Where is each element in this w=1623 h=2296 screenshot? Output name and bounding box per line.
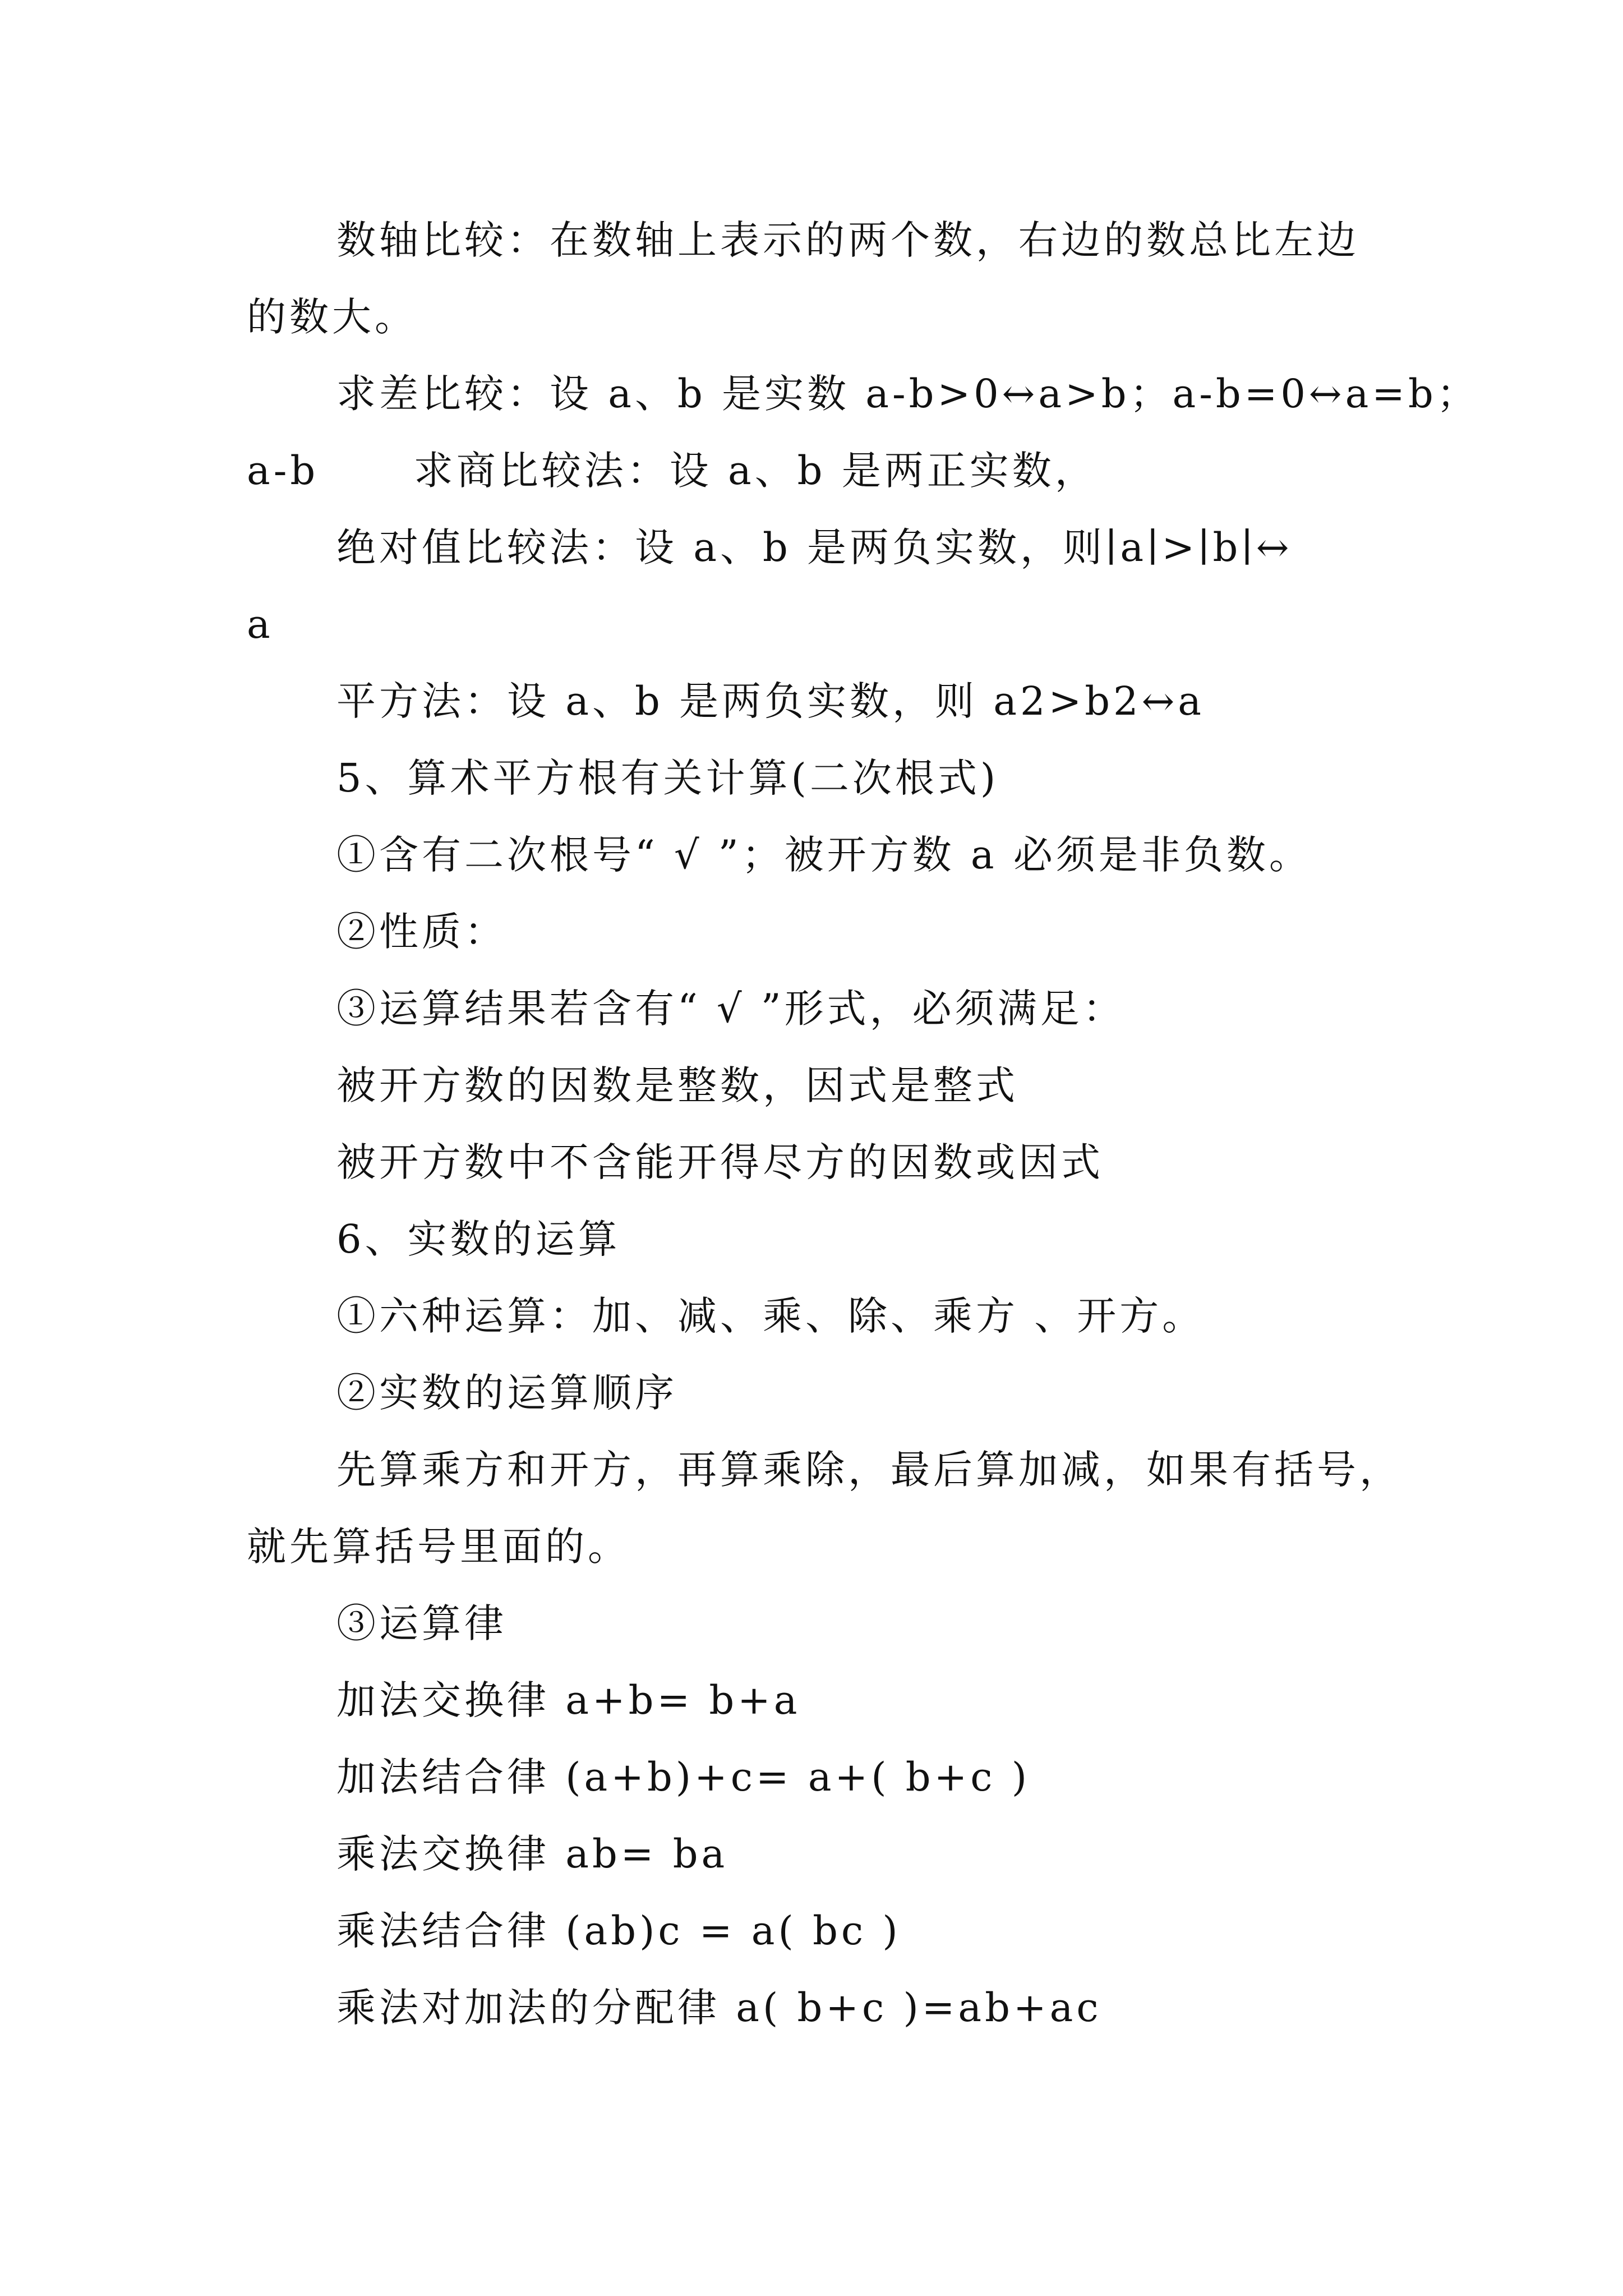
text-line: 加法结合律 (a+b)+c= a+( b+c ) bbox=[336, 1754, 1030, 1800]
text-line: 被开方数中不含能开得尽方的因数或因式 bbox=[336, 1139, 1104, 1185]
text-line: 乘法对加法的分配律 a( b+c )=ab+ac bbox=[336, 1985, 1102, 2031]
text-line: 乘法交换律 ab= ba bbox=[336, 1831, 728, 1877]
text-line: ③运算律 bbox=[336, 1600, 507, 1646]
section-heading: 6、实数的运算 bbox=[336, 1216, 621, 1262]
text-line: 乘法结合律 (ab)c = a( bc ) bbox=[336, 1908, 901, 1954]
text-line: 先算乘方和开方，再算乘除，最后算加减，如果有括号， bbox=[336, 1447, 1402, 1493]
text-line: ①六种运算：加、减、乘、除、乘方 、开方。 bbox=[336, 1293, 1205, 1339]
text-line: 平方法：设 a、b 是两负实数，则 a2>b2↔a bbox=[336, 678, 1205, 724]
text-line: 求差比较：设 a、b 是实数 a-b>0↔a>b；a-b=0↔a=b； bbox=[336, 371, 1479, 417]
text-line: a bbox=[247, 601, 274, 647]
section-heading: 5、算术平方根有关计算(二次根式) bbox=[336, 755, 999, 801]
text-line: 就先算括号里面的。 bbox=[247, 1524, 630, 1570]
text-line: 加法交换律 a+b= b+a bbox=[336, 1677, 801, 1723]
text-line: 的数大。 bbox=[247, 294, 417, 340]
text-line: ②性质： bbox=[336, 909, 507, 955]
text-line: 绝对值比较法：设 a、b 是两负实数，则∣a∣>∣b∣↔ bbox=[336, 524, 1293, 570]
text-line: ①含有二次根号“ √ ”；被开方数 a 必须是非负数。 bbox=[336, 832, 1312, 878]
text-line: 数轴比较：在数轴上表示的两个数，右边的数总比左边 bbox=[336, 217, 1359, 263]
text-line: 被开方数的因数是整数，因式是整式 bbox=[336, 1062, 1018, 1108]
text-line: ③运算结果若含有“ √ ”形式，必须满足： bbox=[336, 986, 1126, 1032]
text-line: a-b 求商比较法：设 a、b 是两正实数， bbox=[247, 448, 1098, 494]
text-line: ②实数的运算顺序 bbox=[336, 1370, 677, 1416]
